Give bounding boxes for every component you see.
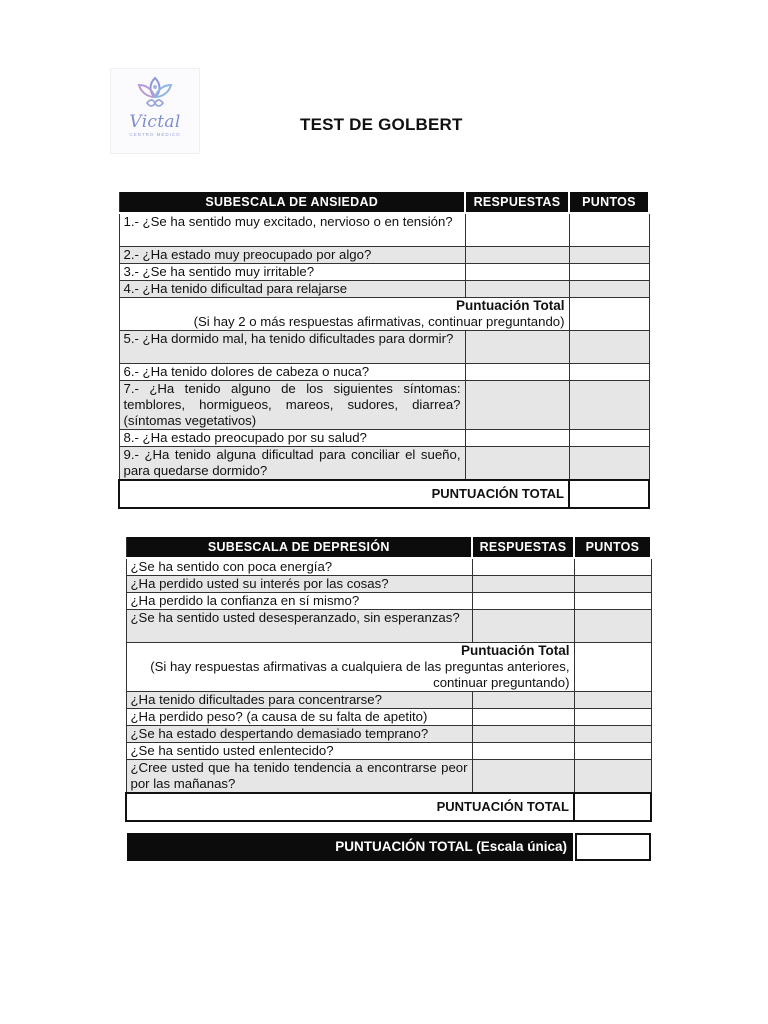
subtotal-note: (Si hay 2 o más respuestas afirmativas, continuar preguntando): [193, 313, 565, 329]
table-row: [119, 446, 649, 480]
grand-total: [127, 833, 651, 861]
table-row: [126, 576, 651, 593]
points-cell[interactable]: [574, 558, 651, 576]
table-row: [119, 380, 649, 429]
table-header-row: [119, 191, 649, 213]
question-text: 2.- ¿Ha estado muy preocupado por algo?: [119, 246, 465, 263]
total-label: PUNTUACIÓN TOTAL: [119, 480, 569, 508]
points-cell[interactable]: [574, 576, 651, 593]
response-cell[interactable]: [472, 558, 574, 576]
depression-subscale-table: [125, 535, 652, 822]
question-text: 6.- ¿Ha tenido dolores de cabeza o nuca?: [119, 363, 465, 380]
responses-header: RESPUESTAS: [472, 536, 574, 558]
question-text: 3.- ¿Se ha sentido muy irritable?: [119, 263, 465, 280]
points-cell[interactable]: [569, 213, 649, 246]
table-header-row: [126, 536, 651, 558]
points-cell[interactable]: [574, 743, 651, 760]
question-text: 8.- ¿Ha estado preocupado por su salud?: [119, 429, 465, 446]
points-cell[interactable]: [574, 692, 651, 709]
points-cell[interactable]: [574, 593, 651, 610]
response-cell[interactable]: [465, 280, 569, 297]
subtotal-row: [126, 643, 651, 692]
lotus-logo-icon: [133, 75, 177, 113]
points-cell[interactable]: [569, 330, 649, 363]
table-row: [119, 429, 649, 446]
question-text: ¿Se ha estado despertando demasiado temprano?: [126, 726, 472, 743]
points-header: PUNTOS: [574, 536, 651, 558]
table-row: [126, 726, 651, 743]
table-row: [126, 760, 651, 794]
response-cell[interactable]: [465, 263, 569, 280]
question-text: 7.- ¿Ha tenido alguno de los siguientes síntomas: temblores, hormigueos, mareos, sudores, diarrea? (síntomas vegetativos): [119, 380, 465, 429]
response-cell[interactable]: [465, 363, 569, 380]
anxiety-header: SUBESCALA DE ANSIEDAD: [119, 191, 465, 213]
question-text: ¿Ha tenido dificultades para concentrarse?: [126, 692, 472, 709]
anxiety-subscale-table: [118, 190, 650, 509]
points-cell[interactable]: [574, 760, 651, 794]
table-row: [126, 743, 651, 760]
response-cell[interactable]: [472, 692, 574, 709]
question-text: 4.- ¿Ha tenido dificultad para relajarse: [119, 280, 465, 297]
response-cell[interactable]: [472, 576, 574, 593]
total-row: [126, 793, 651, 821]
subtotal-label: Puntuación Total: [456, 297, 565, 313]
logo-subtitle: CENTRO MÉDICO: [129, 132, 181, 137]
table-row: [119, 246, 649, 263]
points-cell[interactable]: [569, 246, 649, 263]
question-text: ¿Ha perdido usted su interés por las cosas?: [126, 576, 472, 593]
document-title: TEST DE GOLBERT: [300, 115, 463, 134]
response-cell[interactable]: [472, 726, 574, 743]
table-row: [119, 363, 649, 380]
question-text: ¿Ha perdido peso? (a causa de su falta de apetito): [126, 709, 472, 726]
total-points-cell[interactable]: [569, 480, 649, 508]
subtotal-label-cell: [119, 297, 569, 330]
logo-brand-name: Victal: [129, 112, 181, 132]
points-cell[interactable]: [569, 380, 649, 429]
points-cell[interactable]: [569, 363, 649, 380]
question-text: ¿Cree usted que ha tenido tendencia a encontrarse peor por las mañanas?: [126, 760, 472, 794]
subtotal-label: Puntuación Total: [461, 643, 570, 658]
response-cell[interactable]: [472, 709, 574, 726]
grand-total-points-cell[interactable]: [575, 833, 651, 861]
response-cell[interactable]: [472, 593, 574, 610]
table-row: [119, 280, 649, 297]
response-cell[interactable]: [465, 330, 569, 363]
points-cell[interactable]: [574, 709, 651, 726]
points-cell[interactable]: [569, 446, 649, 480]
table-row: [126, 593, 651, 610]
table-row: [126, 558, 651, 576]
table-row: [119, 330, 649, 363]
response-cell[interactable]: [465, 380, 569, 429]
table-row: [126, 610, 651, 643]
question-text: ¿Se ha sentido usted desesperanzado, sin esperanzas?: [126, 610, 472, 643]
points-header: PUNTOS: [569, 191, 649, 213]
responses-header: RESPUESTAS: [465, 191, 569, 213]
depression-header: SUBESCALA DE DEPRESIÓN: [126, 536, 472, 558]
table-row: [126, 692, 651, 709]
response-cell[interactable]: [472, 760, 574, 794]
subtotal-row: [119, 297, 649, 330]
subtotal-points-cell[interactable]: [569, 297, 649, 330]
subtotal-points-cell[interactable]: [574, 643, 651, 692]
response-cell[interactable]: [472, 610, 574, 643]
points-cell[interactable]: [569, 263, 649, 280]
response-cell[interactable]: [465, 213, 569, 246]
subtotal-label-cell: [126, 643, 574, 692]
response-cell[interactable]: [465, 429, 569, 446]
question-text: ¿Se ha sentido usted enlentecido?: [126, 743, 472, 760]
question-text: 5.- ¿Ha dormido mal, ha tenido dificultades para dormir?: [119, 330, 465, 363]
points-cell[interactable]: [574, 726, 651, 743]
total-points-cell[interactable]: [574, 793, 651, 821]
question-text: 9.- ¿Ha tenido alguna dificultad para conciliar el sueño, para quedarse dormido?: [119, 446, 465, 480]
clinic-logo: [110, 68, 200, 154]
question-text: ¿Ha perdido la confianza en sí mismo?: [126, 593, 472, 610]
points-cell[interactable]: [574, 610, 651, 643]
table-row: [119, 213, 649, 246]
total-label: PUNTUACIÓN TOTAL: [126, 793, 574, 821]
response-cell[interactable]: [472, 743, 574, 760]
question-text: 1.- ¿Se ha sentido muy excitado, nervioso o en tensión?: [119, 213, 465, 246]
points-cell[interactable]: [569, 429, 649, 446]
points-cell[interactable]: [569, 280, 649, 297]
total-row: [119, 480, 649, 508]
table-row: [126, 709, 651, 726]
response-cell[interactable]: [465, 446, 569, 480]
subtotal-note: (Si hay respuestas afirmativas a cualquiera de las preguntas anteriores, continuar preguntando): [150, 659, 570, 690]
question-text: ¿Se ha sentido con poca energía?: [126, 558, 472, 576]
table-row: [119, 263, 649, 280]
response-cell[interactable]: [465, 246, 569, 263]
grand-total-label: PUNTUACIÓN TOTAL (Escala única): [127, 833, 573, 861]
